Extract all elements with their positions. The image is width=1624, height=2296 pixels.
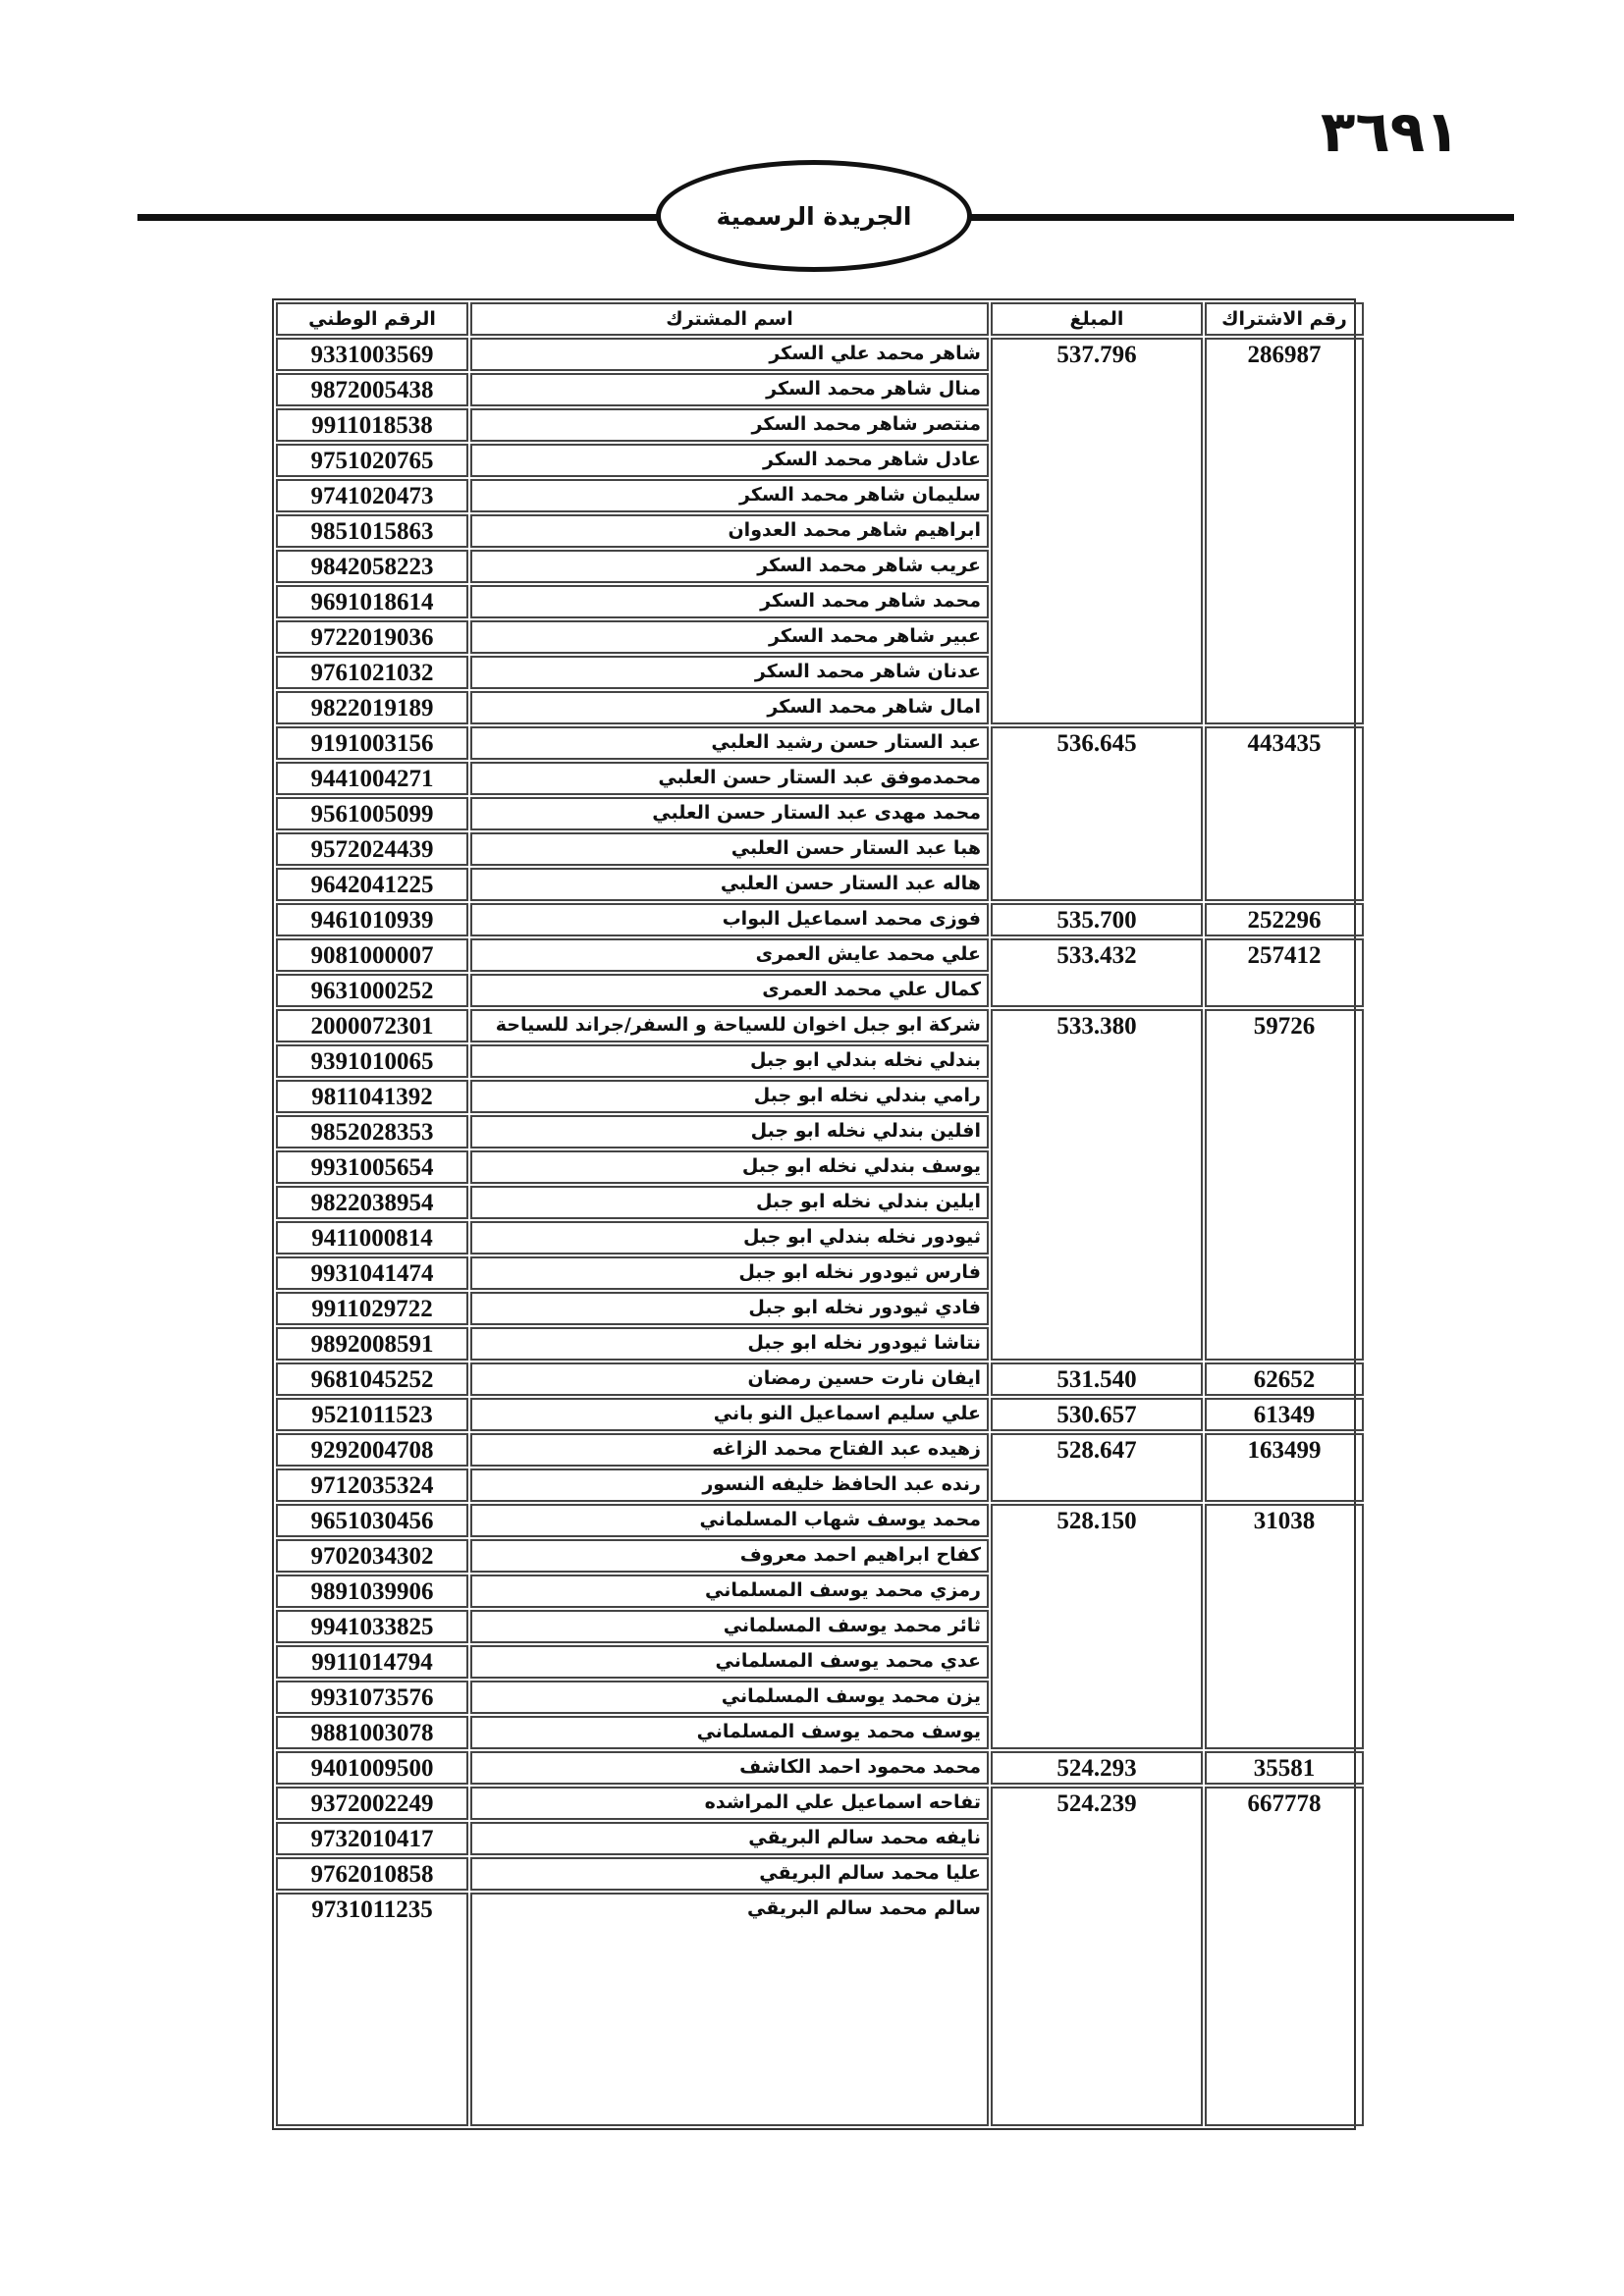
subscriber-name-cell: ايلين بندلي نخله ابو جبل [470, 1186, 989, 1219]
national-id-cell: 9941033825 [276, 1610, 468, 1643]
amount-cell: 536.645 [991, 726, 1203, 901]
subscriber-name-cell: يوسف بندلي نخله ابو جبل [470, 1150, 989, 1184]
subscription-number-cell: 62652 [1205, 1362, 1364, 1396]
subscriber-name-cell: هبا عبد الستار حسن العلبي [470, 832, 989, 866]
national-id-cell: 9892008591 [276, 1327, 468, 1361]
table-row [276, 338, 1364, 371]
subscriber-name-cell: رنده عبد الحافظ خليفه النسور [470, 1468, 989, 1502]
national-id-cell: 9891039906 [276, 1575, 468, 1608]
subscribers-table-frame [272, 298, 1356, 2130]
national-id-cell: 9651030456 [276, 1504, 468, 1537]
subscription-number-cell: 61349 [1205, 1398, 1364, 1431]
subscription-number-cell: 667778 [1205, 1787, 1364, 2126]
national-id-cell: 9761021032 [276, 656, 468, 689]
national-id-cell: 9561005099 [276, 797, 468, 830]
national-id-cell: 9401009500 [276, 1751, 468, 1785]
gazette-title-ellipse [656, 160, 972, 272]
header-national-id: الرقم الوطني [276, 302, 468, 336]
subscriber-name-cell: عبير شاهر محمد السكر [470, 620, 989, 654]
subscriber-name-cell: ثائر محمد يوسف المسلماني [470, 1610, 989, 1643]
national-id-cell: 9931005654 [276, 1150, 468, 1184]
table-row [276, 726, 1364, 760]
subscriber-name-cell: عادل شاهر محمد السكر [470, 444, 989, 477]
national-id-cell: 9822019189 [276, 691, 468, 724]
national-id-cell: 9931041474 [276, 1256, 468, 1290]
subscriber-name-cell: فادي ثيودور نخله ابو جبل [470, 1292, 989, 1325]
national-id-cell: 9681045252 [276, 1362, 468, 1396]
subscriber-name-cell: هاله عبد الستار حسن العلبي [470, 868, 989, 901]
subscriber-name-cell: يوسف محمد يوسف المسلماني [470, 1716, 989, 1749]
subscriber-name-cell: علي محمد عايش العمرى [470, 938, 989, 972]
national-id-cell: 9731011235 [276, 1893, 468, 2126]
table-row [276, 1398, 1364, 1431]
national-id-cell: 9732010417 [276, 1822, 468, 1855]
amount-cell: 535.700 [991, 903, 1203, 936]
header-name: اسم المشترك [470, 302, 989, 336]
subscription-number-cell: 443435 [1205, 726, 1364, 901]
table-row [276, 1433, 1364, 1467]
subscription-number-cell: 252296 [1205, 903, 1364, 936]
subscriber-name-cell: شركة ابو جبل اخوان للسياحة و السفر/جراند للسياحة [470, 1009, 989, 1042]
subscriber-name-cell: رمزي محمد يوسف المسلماني [470, 1575, 989, 1608]
amount-cell: 533.380 [991, 1009, 1203, 1361]
national-id-cell: 9911018538 [276, 408, 468, 442]
subscription-number-cell: 286987 [1205, 338, 1364, 724]
national-id-cell: 9722019036 [276, 620, 468, 654]
subscriber-name-cell: رامي بندلي نخله ابو جبل [470, 1080, 989, 1113]
national-id-cell: 9292004708 [276, 1433, 468, 1467]
subscriber-name-cell: ايفان نارت حسين رمضان [470, 1362, 989, 1396]
subscribers-table [274, 300, 1366, 2128]
national-id-cell: 9762010858 [276, 1857, 468, 1891]
table-row [276, 1751, 1364, 1785]
subscriber-name-cell: سالم محمد سالم البريقي [470, 1893, 989, 2126]
subscriber-name-cell: عدي محمد يوسف المسلماني [470, 1645, 989, 1679]
subscriber-name-cell: كفاح ابراهيم احمد معروف [470, 1539, 989, 1573]
national-id-cell: 9372002249 [276, 1787, 468, 1820]
national-id-cell: 9811041392 [276, 1080, 468, 1113]
subscription-number-cell: 59726 [1205, 1009, 1364, 1361]
national-id-cell: 9391010065 [276, 1044, 468, 1078]
subscriber-name-cell: نايفه محمد سالم البريقي [470, 1822, 989, 1855]
national-id-cell: 9691018614 [276, 585, 468, 618]
table-row [276, 1787, 1364, 1820]
national-id-cell: 9911029722 [276, 1292, 468, 1325]
national-id-cell: 9712035324 [276, 1468, 468, 1502]
subscriber-name-cell: يزن محمد يوسف المسلماني [470, 1681, 989, 1714]
amount-cell: 537.796 [991, 338, 1203, 724]
subscriber-name-cell: محمد محمود احمد الكاشف [470, 1751, 989, 1785]
national-id-cell: 9842058223 [276, 550, 468, 583]
table-header-row [276, 302, 1364, 336]
table-row [276, 938, 1364, 972]
national-id-cell: 9872005438 [276, 373, 468, 406]
subscriber-name-cell: عريب شاهر محمد السكر [470, 550, 989, 583]
subscription-number-cell: 163499 [1205, 1433, 1364, 1502]
subscriber-name-cell: فوزى محمد اسماعيل البواب [470, 903, 989, 936]
national-id-cell: 9642041225 [276, 868, 468, 901]
amount-cell: 530.657 [991, 1398, 1203, 1431]
gazette-title: الجريدة الرسمية [716, 201, 912, 231]
national-id-cell: 9741020473 [276, 479, 468, 512]
subscriber-name-cell: افلين بندلي نخله ابو جبل [470, 1115, 989, 1148]
national-id-cell: 9822038954 [276, 1186, 468, 1219]
subscription-number-cell: 31038 [1205, 1504, 1364, 1749]
subscriber-name-cell: فارس ثيودور نخله ابو جبل [470, 1256, 989, 1290]
national-id-cell: 9521011523 [276, 1398, 468, 1431]
national-id-cell: 2000072301 [276, 1009, 468, 1042]
subscriber-name-cell: كمال علي محمد العمرى [470, 974, 989, 1007]
subscriber-name-cell: بندلي نخله بندلي ابو جبل [470, 1044, 989, 1078]
subscriber-name-cell: منال شاهر محمد السكر [470, 373, 989, 406]
subscriber-name-cell: ابراهيم شاهر محمد العدوان [470, 514, 989, 548]
subscriber-name-cell: نتاشا ثيودور نخله ابو جبل [470, 1327, 989, 1361]
subscription-number-cell: 257412 [1205, 938, 1364, 1007]
national-id-cell: 9081000007 [276, 938, 468, 972]
national-id-cell: 9461010939 [276, 903, 468, 936]
subscriber-name-cell: عليا محمد سالم البريقي [470, 1857, 989, 1891]
national-id-cell: 9931073576 [276, 1681, 468, 1714]
subscription-number-cell: 35581 [1205, 1751, 1364, 1785]
page-number: ٣٦٩١ [1321, 98, 1460, 165]
national-id-cell: 9702034302 [276, 1539, 468, 1573]
header-amount: المبلغ [991, 302, 1203, 336]
national-id-cell: 9751020765 [276, 444, 468, 477]
amount-cell: 524.239 [991, 1787, 1203, 2126]
amount-cell: 531.540 [991, 1362, 1203, 1396]
amount-cell: 528.647 [991, 1433, 1203, 1502]
national-id-cell: 9331003569 [276, 338, 468, 371]
national-id-cell: 9191003156 [276, 726, 468, 760]
header-subscription: رقم الاشتراك [1205, 302, 1364, 336]
national-id-cell: 9881003078 [276, 1716, 468, 1749]
national-id-cell: 9441004271 [276, 762, 468, 795]
subscriber-name-cell: تفاحه اسماعيل علي المراشده [470, 1787, 989, 1820]
subscriber-name-cell: محمد شاهر محمد السكر [470, 585, 989, 618]
amount-cell: 533.432 [991, 938, 1203, 1007]
subscriber-name-cell: امال شاهر محمد السكر [470, 691, 989, 724]
national-id-cell: 9851015863 [276, 514, 468, 548]
subscriber-name-cell: عدنان شاهر محمد السكر [470, 656, 989, 689]
table-row [276, 1009, 1364, 1042]
subscriber-name-cell: زهيده عبد الفتاح محمد الزاغه [470, 1433, 989, 1467]
table-row [276, 1362, 1364, 1396]
subscriber-name-cell: ثيودور نخله بندلي ابو جبل [470, 1221, 989, 1255]
subscriber-name-cell: شاهر محمد علي السكر [470, 338, 989, 371]
subscriber-name-cell: عبد الستار حسن رشيد العلبي [470, 726, 989, 760]
subscriber-name-cell: سليمان شاهر محمد السكر [470, 479, 989, 512]
national-id-cell: 9911014794 [276, 1645, 468, 1679]
subscriber-name-cell: منتصر شاهر محمد السكر [470, 408, 989, 442]
table-body [276, 338, 1364, 2126]
national-id-cell: 9852028353 [276, 1115, 468, 1148]
subscriber-name-cell: محمد مهدى عبد الستار حسن العلبي [470, 797, 989, 830]
subscriber-name-cell: علي سليم اسماعيل النو باني [470, 1398, 989, 1431]
subscriber-name-cell: محمدموفق عبد الستار حسن العلبي [470, 762, 989, 795]
amount-cell: 528.150 [991, 1504, 1203, 1749]
subscriber-name-cell: محمد يوسف شهاب المسلماني [470, 1504, 989, 1537]
table-row [276, 903, 1364, 936]
national-id-cell: 9411000814 [276, 1221, 468, 1255]
amount-cell: 524.293 [991, 1751, 1203, 1785]
national-id-cell: 9572024439 [276, 832, 468, 866]
table-row [276, 1504, 1364, 1537]
national-id-cell: 9631000252 [276, 974, 468, 1007]
